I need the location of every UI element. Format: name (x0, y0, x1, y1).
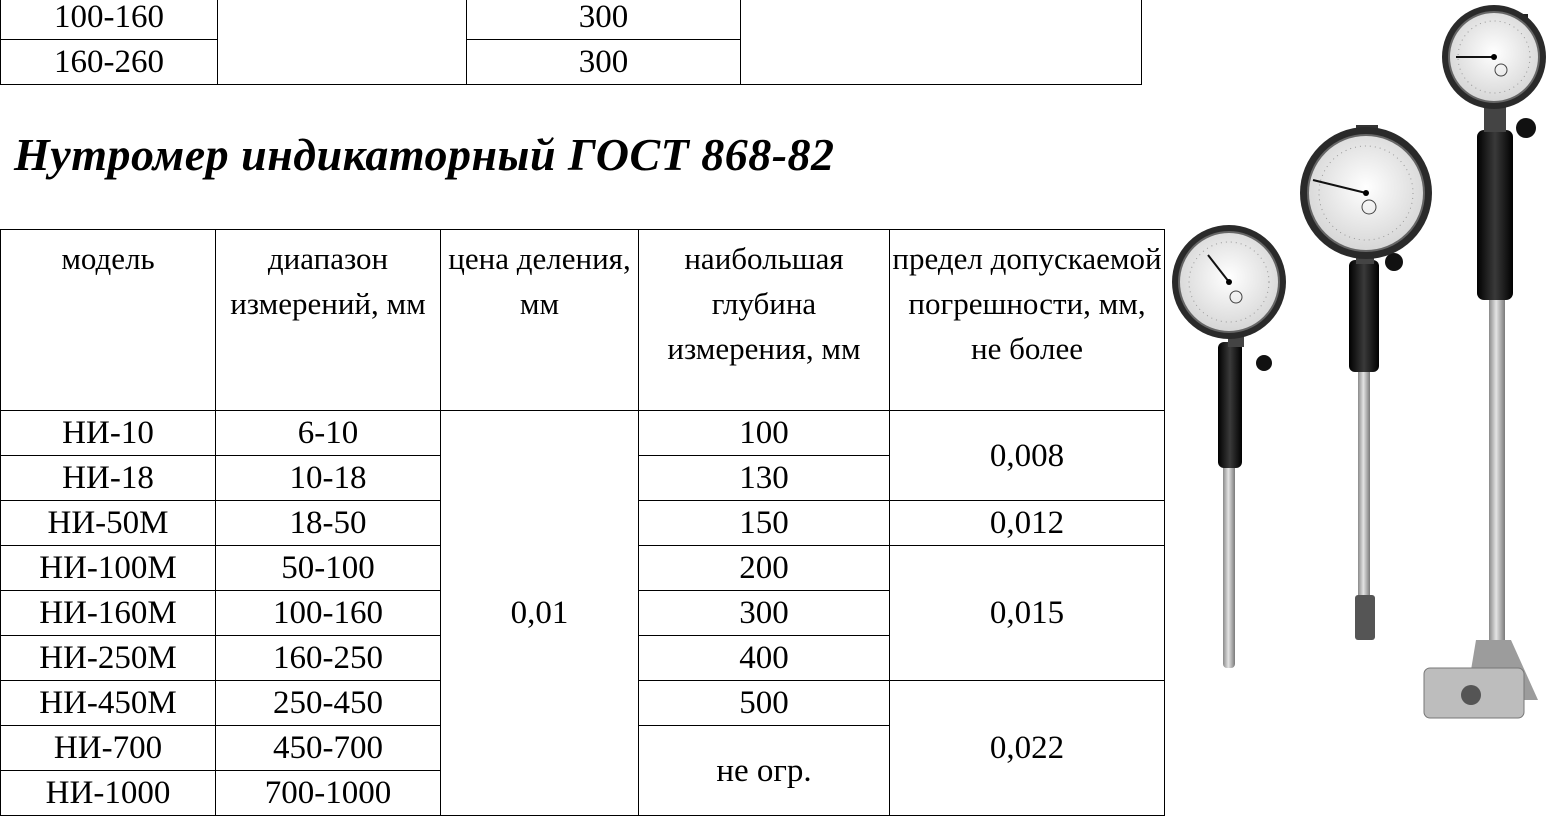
header-range: диапазон измерений, мм (216, 230, 441, 411)
range-cell: 100-160 (216, 591, 441, 636)
header-depth: наибольшая глубина измерения, мм (639, 230, 890, 411)
table-row (1, 0, 1142, 40)
model-cell: НИ-100М (1, 546, 216, 591)
depth-cell: 300 (639, 591, 890, 636)
range-cell: 700-1000 (216, 771, 441, 816)
dial-bore-gauge-icon (1166, 0, 1551, 826)
model-cell: НИ-10 (1, 411, 216, 456)
header-division: цена деления, мм (441, 230, 639, 411)
range-cell: 100-160 (1, 0, 218, 40)
depth-cell: 400 (639, 636, 890, 681)
range-cell: 18-50 (216, 501, 441, 546)
model-cell: НИ-18 (1, 456, 216, 501)
range-cell: 10-18 (216, 456, 441, 501)
range-cell: 450-700 (216, 726, 441, 771)
model-cell: НИ-160М (1, 591, 216, 636)
table-row (1, 411, 1165, 456)
range-cell: 160-250 (216, 636, 441, 681)
depth-cell: 300 (467, 0, 741, 40)
gauge-large (1424, 5, 1546, 718)
range-cell: 160-260 (1, 40, 218, 85)
error-cell: 0,022 (890, 681, 1165, 816)
gauge-medium (1300, 125, 1432, 640)
model-cell: НИ-450М (1, 681, 216, 726)
header-error: предел допускаемой погрешности, мм, не более (890, 230, 1165, 411)
empty-cell (741, 0, 1142, 85)
specifications-table (0, 229, 1165, 816)
gauge-small (1172, 225, 1286, 668)
model-cell: НИ-250М (1, 636, 216, 681)
range-cell: 250-450 (216, 681, 441, 726)
table-header-row (1, 230, 1165, 411)
model-cell: НИ-1000 (1, 771, 216, 816)
error-cell: 0,015 (890, 546, 1165, 681)
depth-cell: 100 (639, 411, 890, 456)
depth-cell: 130 (639, 456, 890, 501)
top-partial-table (0, 0, 1142, 85)
empty-cell (218, 0, 467, 85)
depth-cell: 150 (639, 501, 890, 546)
page-title: Нутромер индикаторный ГОСТ 868-82 (14, 129, 835, 180)
model-cell: НИ-700 (1, 726, 216, 771)
depth-cell: 500 (639, 681, 890, 726)
depth-cell: 300 (467, 40, 741, 85)
range-cell: 6-10 (216, 411, 441, 456)
range-cell: 50-100 (216, 546, 441, 591)
error-cell: 0,008 (890, 411, 1165, 501)
error-cell: 0,012 (890, 501, 1165, 546)
division-cell: 0,01 (441, 411, 639, 816)
header-model: модель (1, 230, 216, 411)
depth-cell: 200 (639, 546, 890, 591)
depth-cell: не огр. (639, 726, 890, 816)
model-cell: НИ-50М (1, 501, 216, 546)
